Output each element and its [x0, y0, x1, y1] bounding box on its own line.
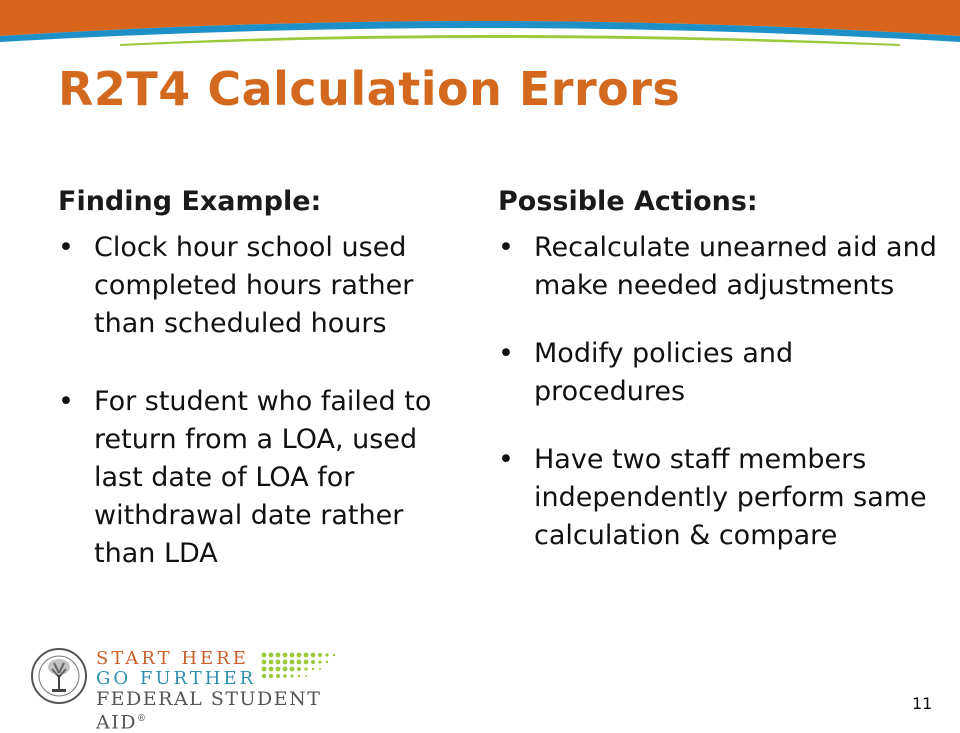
- brand-line-go-further: GO FURTHER: [96, 668, 257, 689]
- bullet-icon: •: [498, 444, 514, 475]
- list-item: • Modify policies and procedures: [498, 335, 938, 411]
- list-item: • For student who failed to return from a LOA, used last date of LOA for withdrawal date rather than LDA: [58, 383, 468, 573]
- page-number: 11: [912, 694, 933, 713]
- header-banner: [0, 0, 960, 50]
- finding-example-column: [58, 186, 468, 573]
- brand-line-start-here: START HERE: [96, 648, 249, 669]
- possible-actions-column: [498, 186, 938, 555]
- dot-pattern-icon: [260, 651, 360, 687]
- bullet-icon: •: [498, 232, 514, 263]
- finding-example-heading: Finding Example:: [58, 186, 322, 217]
- list-item: • Have two staff members independently perform same calculation & compare: [498, 441, 938, 555]
- possible-actions-heading: Possible Actions:: [498, 186, 758, 217]
- department-seal-icon: [30, 647, 88, 705]
- list-item: • Clock hour school used completed hours rather than scheduled hours: [58, 229, 468, 343]
- federal-student-aid-logo: [30, 645, 330, 733]
- bullet-icon: •: [58, 386, 74, 417]
- bullet-icon: •: [498, 338, 514, 369]
- list-item: • Recalculate unearned aid and make needed adjustments: [498, 229, 938, 305]
- slide-title: R2T4 Calculation Errors: [58, 62, 681, 116]
- possible-actions-list: [498, 229, 938, 555]
- brand-line-federal-student-aid: FEDERAL STUDENT AID®: [96, 688, 322, 733]
- bullet-icon: •: [58, 232, 74, 263]
- finding-example-list: [58, 229, 468, 573]
